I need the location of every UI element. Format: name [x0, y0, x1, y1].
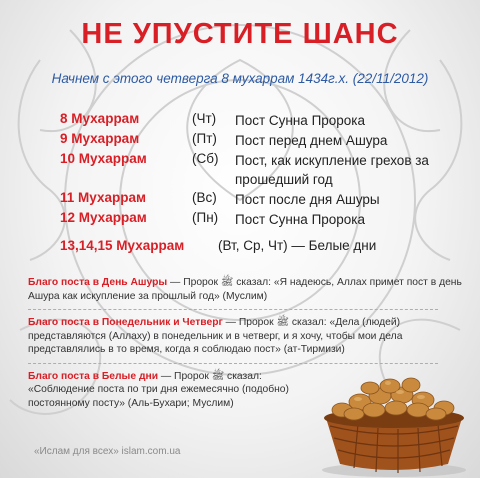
schedule-row [60, 111, 480, 131]
schedule-day: (Сб) [192, 151, 219, 166]
note-white-days [28, 370, 310, 411]
schedule-month: 11 Мухаррам [60, 190, 146, 205]
schedule-day: (Вс) [192, 190, 217, 205]
note-text: — Пророк ﷺ сказал: «Я надеюсь, Аллах примет пост в день Ашура как искупление за прошлый год» (Муслим) [28, 277, 462, 302]
schedule-desc: Пост Сунна Пророка [235, 113, 366, 128]
footer-credit: «Ислам для всех» islam.com.ua [34, 446, 181, 457]
schedule-day: (Пт) [192, 131, 217, 146]
note-monday-thursday [28, 316, 468, 357]
schedule-day: (Чт) [192, 111, 217, 126]
schedule-month: 10 Мухаррам [60, 151, 147, 166]
schedule-month: 12 Мухаррам [60, 210, 147, 225]
dates-basket-image [308, 362, 480, 478]
schedule-row-white-days [60, 238, 480, 258]
schedule-month: 8 Мухаррам [60, 111, 140, 126]
schedule-row [60, 190, 480, 210]
schedule-desc: Пост после дня Ашуры [235, 192, 380, 207]
note-ashura [28, 276, 468, 303]
schedule-month: 9 Мухаррам [60, 131, 140, 146]
schedule-white-days: (Вт, Ср, Чт) — Белые дни [218, 238, 377, 253]
schedule-desc: Пост перед днем Ашура [235, 133, 388, 148]
schedule-row [60, 210, 480, 230]
schedule-desc: Пост Сунна Пророка [235, 212, 366, 227]
divider [28, 309, 438, 310]
schedule-month: 13,14,15 Мухаррам [60, 238, 185, 253]
schedule-row [60, 151, 480, 190]
page-subtitle: Начнем с этого четверга 8 мухаррам 1434г.х. (22/11/2012) [51, 71, 429, 86]
schedule-desc: Пост, как искупление грехов за прошедший год [235, 153, 429, 187]
note-heading: Благо поста в Понедельник и Четверг [28, 317, 223, 328]
schedule-day: (Пн) [192, 210, 219, 225]
note-text: — Пророк ﷺ сказал: «Дела (людей) представляются (Аллаху) в понедельник и в четверг, и я хочу, чтобы мои дела представлялись в то время, когда я соблюдаю пост» (ат-Тирмизи) [28, 317, 403, 355]
schedule-list [60, 111, 480, 258]
page-title: НЕ УПУСТИТЕ ШАНС [81, 18, 399, 50]
note-heading: Благо поста в День Ашуры [28, 277, 168, 288]
note-heading: Благо поста в Белые дни [28, 370, 159, 382]
note-text: — Пророк ﷺ сказал: «Соблюдение поста по три дня ежемесячно (подобно) постоянному посту» (Аль-Бухари; Муслим) [28, 370, 289, 409]
schedule-row [60, 131, 480, 151]
